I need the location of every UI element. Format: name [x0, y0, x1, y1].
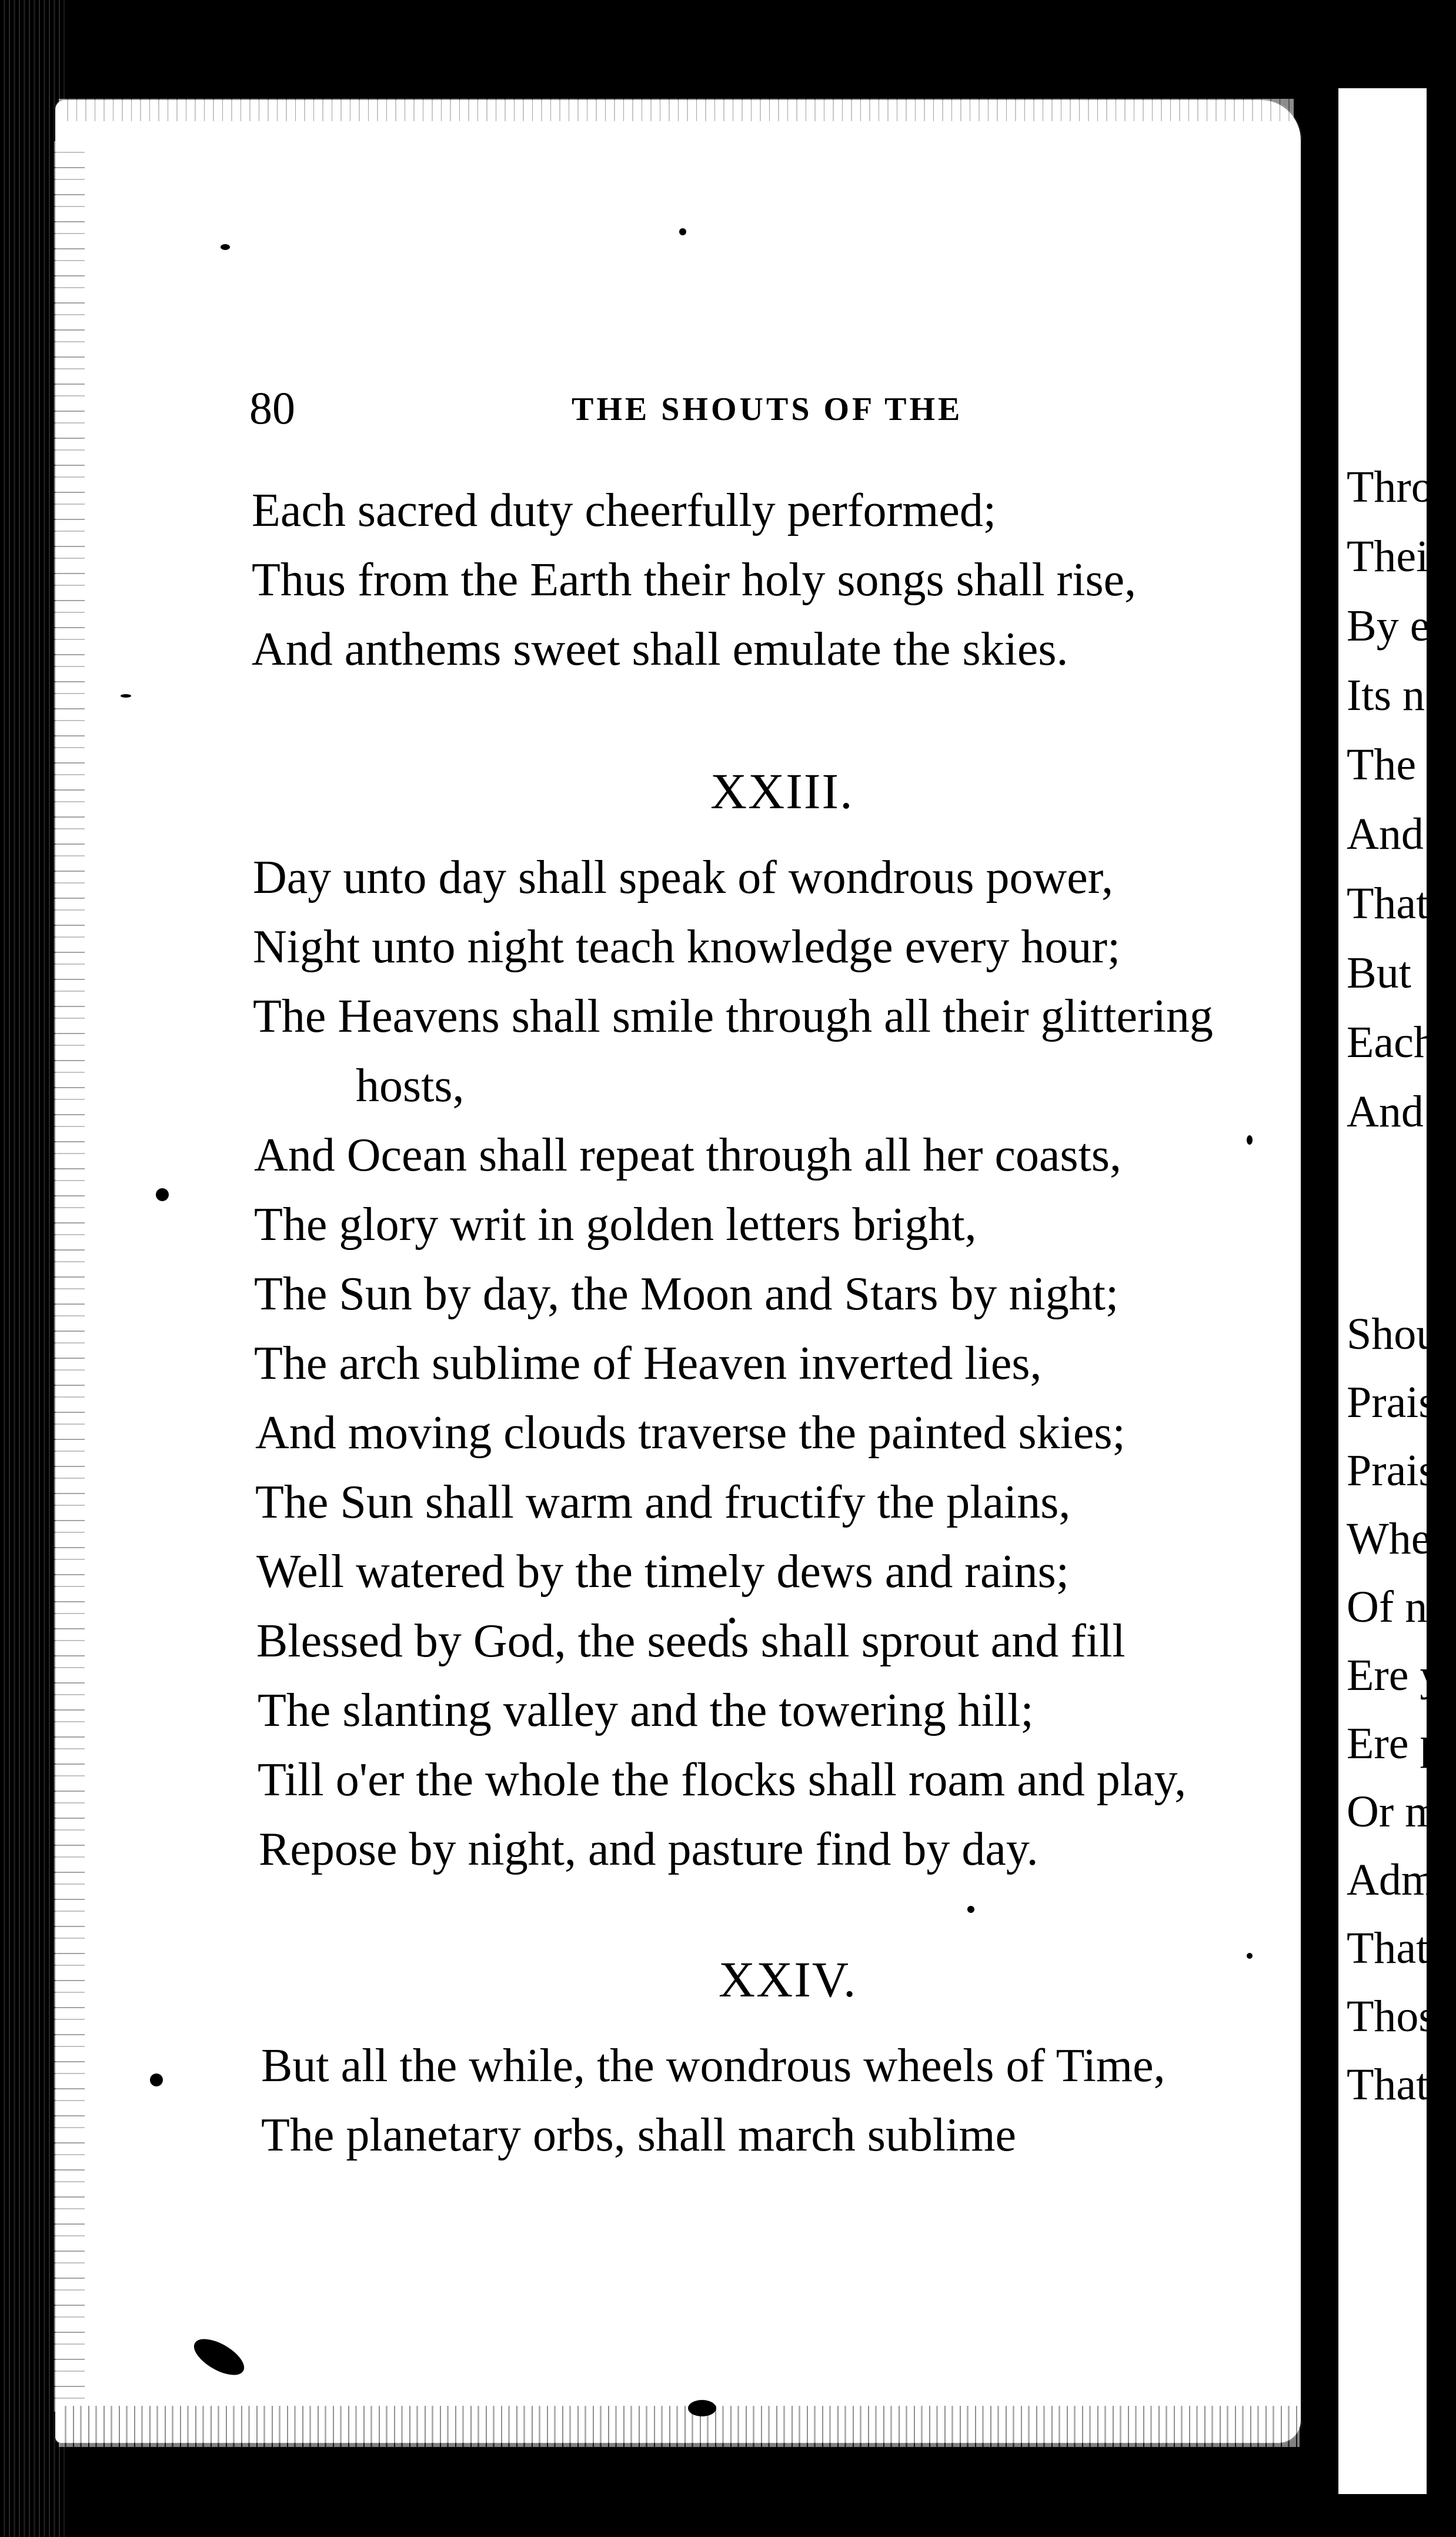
facing-page-fragment: Thei [1347, 532, 1429, 581]
facing-page-fragment: And [1347, 809, 1424, 859]
facing-page [1338, 88, 1456, 2494]
dust-speck [688, 2400, 716, 2416]
facing-page-fragment: Shou [1347, 1309, 1439, 1359]
dust-speck [679, 228, 686, 235]
poem-line: And Ocean shall repeat through all her coasts, [254, 1129, 1122, 1181]
dust-speck [318, 2447, 326, 2453]
facing-page-fragment: Admi [1347, 1855, 1449, 1905]
page-edge-left [54, 141, 85, 2412]
dust-speck [156, 1188, 169, 1201]
facing-page-fragment: That [1347, 879, 1429, 928]
facing-page-fragment: Of no [1347, 1582, 1450, 1632]
poem-line: And moving clouds traverse the painted skies; [255, 1407, 1126, 1459]
facing-page-fragment: But [1347, 948, 1411, 998]
facing-page-fragment: Ere p [1347, 1719, 1442, 1768]
facing-page-fragment: Prais [1347, 1446, 1436, 1495]
poem-line: Till o'er the whole the flocks shall roam and play, [258, 1754, 1187, 1806]
facing-page-fragment: Thro [1347, 462, 1434, 512]
dust-speck [121, 694, 131, 698]
running-title: THE SHOUTS OF THE [572, 391, 963, 428]
dust-speck [967, 1906, 974, 1913]
poem-line: Well watered by the timely dews and rains; [256, 1546, 1070, 1598]
dust-speck [150, 2073, 163, 2086]
poem-line: The arch sublime of Heaven inverted lies, [254, 1338, 1042, 1389]
facing-page-fragment: That [1347, 1923, 1429, 1973]
facing-page-fragment: Those [1347, 1992, 1456, 2041]
poem-line: The Heavens shall smile through all their glittering [253, 991, 1213, 1042]
facing-page-fragment: The [1347, 740, 1417, 789]
stanza-number: XXIII. [710, 763, 854, 819]
facing-page-fragment: That [1347, 2060, 1429, 2109]
poem-line: Thus from the Earth their holy songs shall rise, [252, 554, 1137, 606]
facing-page-fragment: Or m [1347, 1787, 1440, 1836]
poem-line: Repose by night, and pasture find by day. [259, 1823, 1038, 1875]
facing-page-fragment: By e [1347, 601, 1430, 651]
poem-line: And anthems sweet shall emulate the skies. [252, 624, 1068, 675]
poem-line: The Sun by day, the Moon and Stars by night; [254, 1268, 1119, 1320]
dust-speck [221, 244, 230, 250]
facing-page-fragment: When [1347, 1514, 1454, 1563]
facing-page-fragment: Each [1347, 1018, 1436, 1067]
dust-speck [1247, 1953, 1253, 1959]
poem-line: hosts, [356, 1060, 465, 1112]
facing-page-fragment: Ere y [1347, 1651, 1442, 1700]
poem-line: Blessed by God, the seeds shall sprout and fill [256, 1615, 1126, 1667]
poem-line: Day unto day shall speak of wondrous power, [253, 852, 1114, 904]
facing-page-fragment: Its n [1347, 671, 1425, 720]
dust-speck [1247, 1135, 1253, 1145]
poem-line: The Sun shall warm and fructify the plains, [255, 1476, 1071, 1528]
page-edge-bottom [59, 2406, 1300, 2447]
poem-line: The slanting valley and the towering hill; [258, 1685, 1034, 1736]
facing-page-fragment: And [1347, 1087, 1424, 1136]
page-number: 80 [249, 382, 295, 434]
poem-line: The planetary orbs, shall march sublime [261, 2109, 1017, 2161]
poem-line: But all the while, the wondrous wheels of Time, [261, 2040, 1166, 2092]
poem-line: The glory writ in golden letters bright, [254, 1199, 977, 1251]
page-edge-top [59, 99, 1294, 121]
poem-line: Night unto night teach knowledge every hour; [253, 921, 1121, 973]
poem-line: Each sacred duty cheerfully performed; [252, 485, 997, 536]
facing-page-fragment: Prais [1347, 1378, 1436, 1427]
stanza-number: XXIV. [719, 1951, 857, 2008]
